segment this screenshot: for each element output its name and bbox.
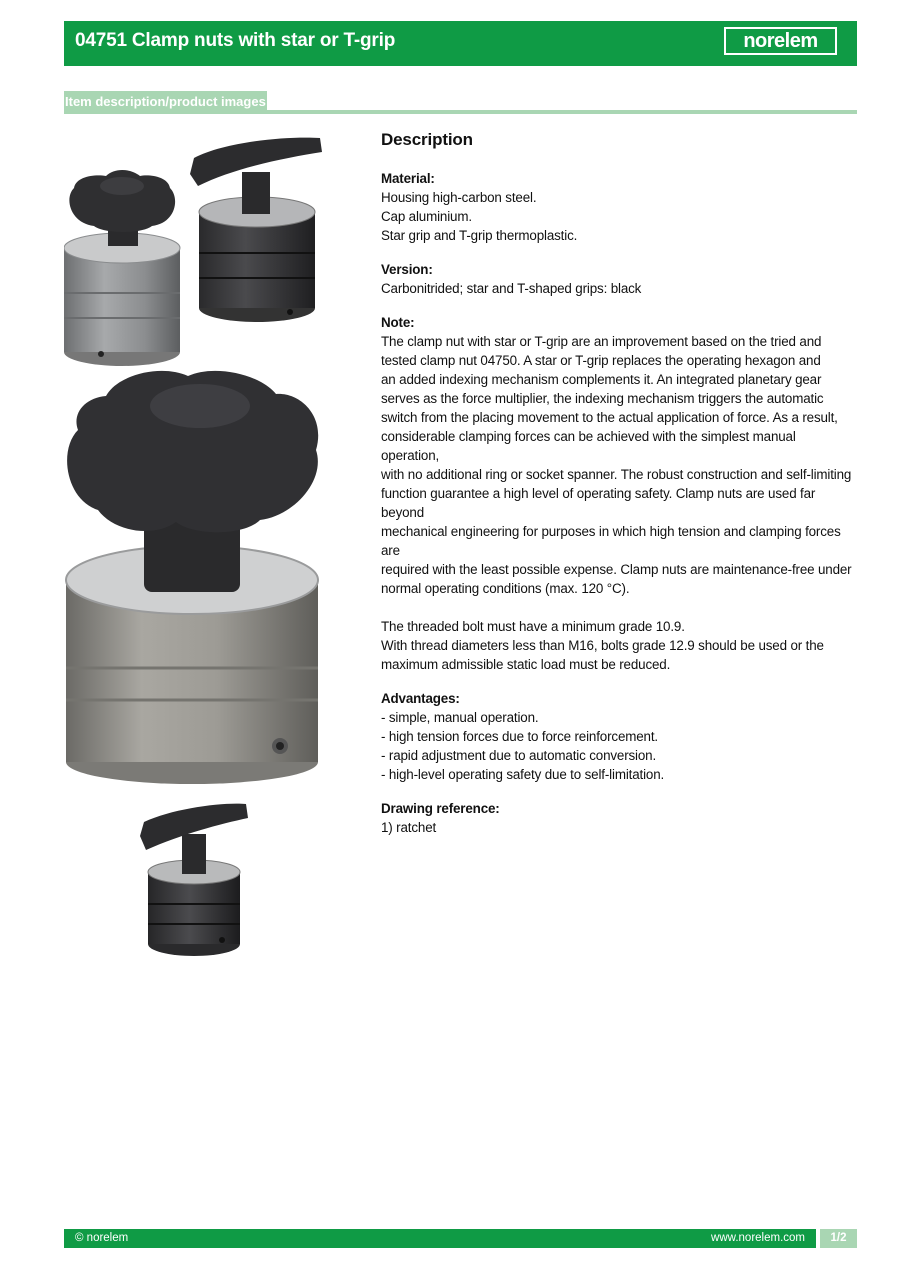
note-line: function guarantee a high level of operating safety. Clamp nuts are used far beyond <box>381 486 816 520</box>
norelem-logo[interactable]: norelem <box>724 27 837 55</box>
material-line: Housing high-carbon steel. <box>381 190 537 205</box>
advantages-section <box>381 689 857 784</box>
advantage-item: - high tension forces due to force reinforcement. <box>381 729 658 744</box>
note-bolt-line: With thread diameters less than M16, bolts grade 12.9 should be used or the <box>381 638 824 653</box>
note-line: considerable clamping forces can be achieved with the simplest manual operation, <box>381 429 796 463</box>
material-line: Cap aluminium. <box>381 209 472 224</box>
note-bolt-line: maximum admissible static load must be reduced. <box>381 657 671 672</box>
star-grip-large-photo <box>64 370 324 784</box>
advantage-item: - rapid adjustment due to automatic conversion. <box>381 748 657 763</box>
note-line: The clamp nut with star or T-grip are an improvement based on the tried and <box>381 334 822 349</box>
footer-copyright: © norelem <box>75 1232 129 1244</box>
note-line: normal operating conditions (max. 120 °C). <box>381 581 630 596</box>
version-label: Version: <box>381 262 433 277</box>
version-section <box>381 260 857 298</box>
t-grip-small-photo <box>64 792 324 964</box>
page-number: 1/2 <box>820 1229 857 1248</box>
note-line: switch from the placing movement to the actual application of force. As a result, <box>381 410 838 425</box>
drawing-reference-section <box>381 799 857 837</box>
note-line: tested clamp nut 04750. A star or T-grip replaces the operating hexagon and <box>381 353 821 368</box>
drawing-reference-label: Drawing reference: <box>381 801 500 816</box>
advantages-label: Advantages: <box>381 691 460 706</box>
note-label: Note: <box>381 315 415 330</box>
note-line: serves as the force multiplier, the indexing mechanism triggers the automatic <box>381 391 824 406</box>
footer-website-link[interactable]: www.norelem.com <box>711 1232 805 1244</box>
note-section <box>381 313 857 674</box>
drawing-reference-line: 1) ratchet <box>381 820 437 835</box>
note-line: an added indexing mechanism complements it. An integrated planetary gear <box>381 372 822 387</box>
note-bolt-line: The threaded bolt must have a minimum grade 10.9. <box>381 619 685 634</box>
version-line: Carbonitrided; star and T-shaped grips: black <box>381 281 642 296</box>
material-line: Star grip and T-grip thermoplastic. <box>381 228 578 243</box>
note-line: with no additional ring or socket spanner. The robust construction and self-limiting <box>381 467 852 482</box>
advantage-item: - simple, manual operation. <box>381 710 539 725</box>
page-title: 04751 Clamp nuts with star or T-grip <box>75 30 396 51</box>
footer-bar <box>64 1229 816 1248</box>
description-panel <box>381 128 857 852</box>
material-section <box>381 169 857 245</box>
note-line: required with the least possible expense. Clamp nuts are maintenance-free under <box>381 562 852 577</box>
header-bar <box>64 21 857 66</box>
section-heading: Item description/product images <box>64 91 267 112</box>
star-and-t-grip-pair-photo <box>64 128 324 368</box>
description-title: Description <box>381 130 473 149</box>
note-line: mechanical engineering for purposes in which high tension and clamping forces are <box>381 524 841 558</box>
material-label: Material: <box>381 171 435 186</box>
advantage-item: - high-level operating safety due to self-limitation. <box>381 767 665 782</box>
